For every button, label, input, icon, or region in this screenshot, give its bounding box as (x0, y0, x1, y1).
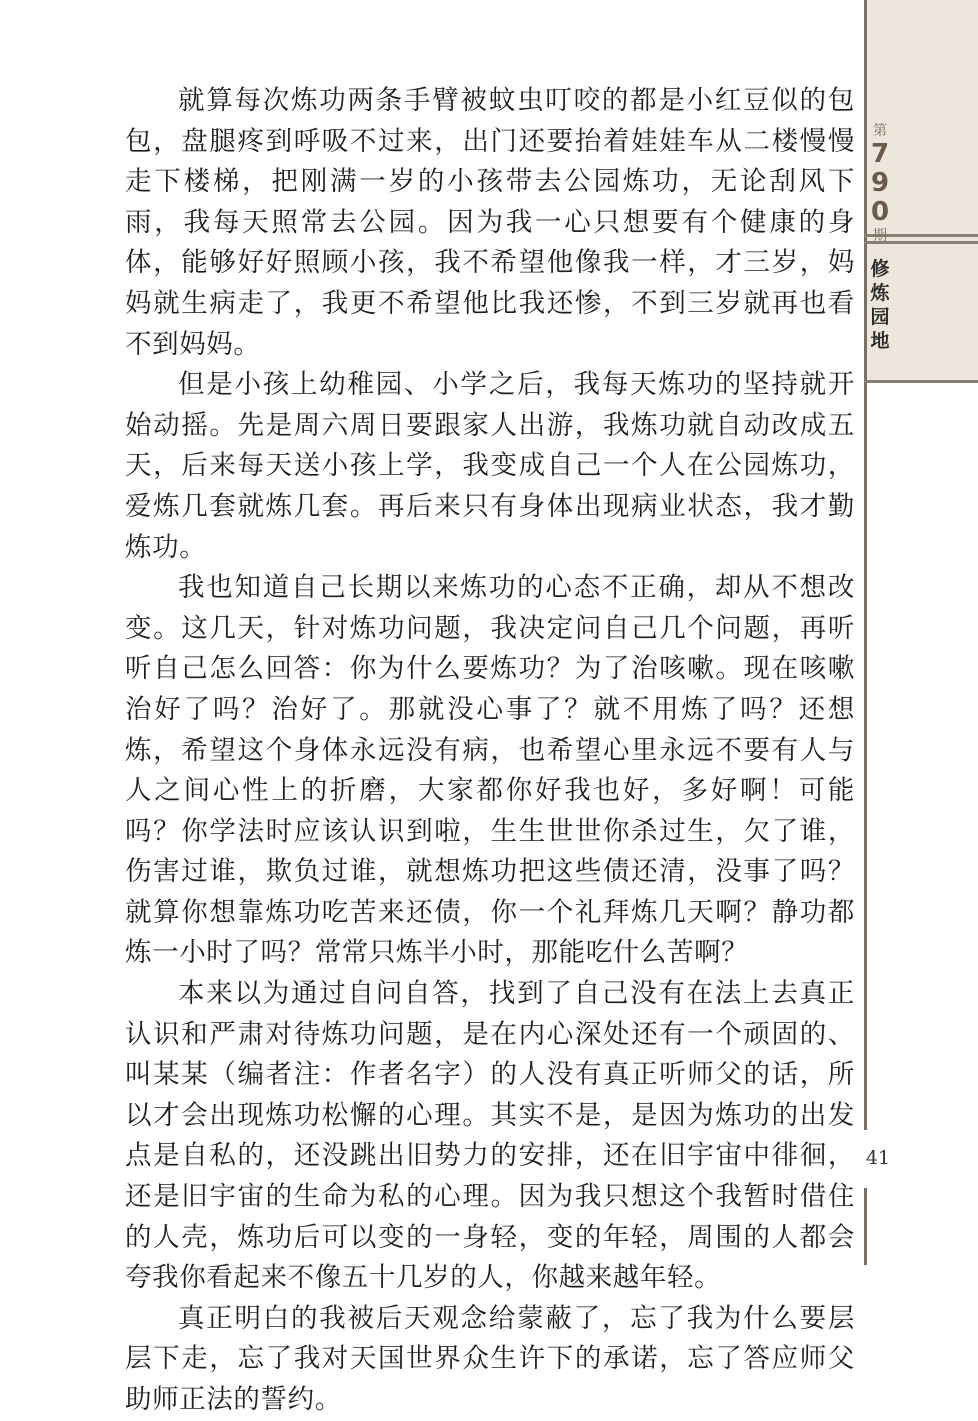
page-number: 41 (865, 1147, 891, 1169)
sidebar-divider-line-bottom (864, 1188, 867, 1265)
sidebar-rule (864, 380, 978, 383)
paragraph: 我也知道自己长期以来炼功的心态不正确，却从不想改变。这几天，针对炼功问题，我决定问自己几个问题，再听听自己怎么回答：你为什么要炼功？为了治咳嗽。现在咳嗽治好了吗？治好了。那就没心事了？就不用炼了吗？还想炼，希望这个身体永远没有病，也希望心里永远不要有人与人之间心性上的折磨，大家都你好我也好，多好啊！可能吗？你学法时应该认识到啦，生生世世你杀过生，欠了谁，伤害过谁，欺负过谁，就想炼功把这些债还清，没事了吗？就算你想靠炼功吃苦来还债，你一个礼拜炼几天啊？静功都炼一小时了吗？常常只炼半小时，那能吃什么苦啊？ (125, 572, 855, 969)
column-title-char: 修 (870, 258, 890, 280)
issue-digit: 0 (870, 197, 890, 227)
issue-digit: 7 (870, 139, 890, 169)
article-body (125, 81, 855, 1421)
column-title-char: 园 (870, 306, 890, 328)
issue-number (866, 122, 894, 245)
column-title-char: 炼 (870, 282, 890, 304)
issue-digit: 9 (870, 168, 890, 198)
issue-prefix: 第 (873, 123, 887, 139)
paragraph: 就算每次炼功两条手臂被蚊虫叮咬的都是小红豆似的包包，盘腿疼到呼吸不过来，出门还要抬着娃娃车从二楼慢慢走下楼梯，把刚满一岁的小孩带去公园炼功，无论刮风下雨，我每天照常去公园。因为我一心只想要有个健康的身体，能够好好照顾小孩，我不希望他像我一样，才三岁，妈妈就生病走了，我更不希望他比我还惨，不到三岁就再也看不到妈妈。 (125, 85, 855, 360)
issue-suffix: 期 (873, 228, 887, 244)
paragraph: 本来以为通过自问自答，找到了自己没有在法上去真正认识和严肃对待炼功问题，是在内心深处还有一个顽固的、叫某某（编者注：作者名字）的人没有真正听师父的话，所以才会出现炼功松懈的心理。其实不是，是因为炼功的出发点是自私的，还没跳出旧势力的安排，还在旧宇宙中徘徊，还是旧宇宙的生命为私的心理。因为我只想这个我暂时借住的人壳，炼功后可以变的一身轻，变的年轻，周围的人都会夸我你看起来不像五十几岁的人，你越来越年轻。 (125, 978, 855, 1294)
column-title (866, 257, 894, 353)
column-title-char: 地 (870, 330, 890, 352)
paragraph: 但是小孩上幼稚园、小学之后，我每天炼功的坚持就开始动摇。先是周六周日要跟家人出游，我炼功就自动改成五天，后来每天送小孩上学，我变成自己一个人在公园炼功，爱炼几套就炼几套。再后来只有身体出现病业状态，我才勤炼功。 (125, 369, 855, 563)
paragraph: 真正明白的我被后天观念给蒙蔽了，忘了我为什么要层层下走，忘了我对天国世界众生许下的承诺，忘了答应师父助师正法的誓约。 (125, 1302, 855, 1415)
